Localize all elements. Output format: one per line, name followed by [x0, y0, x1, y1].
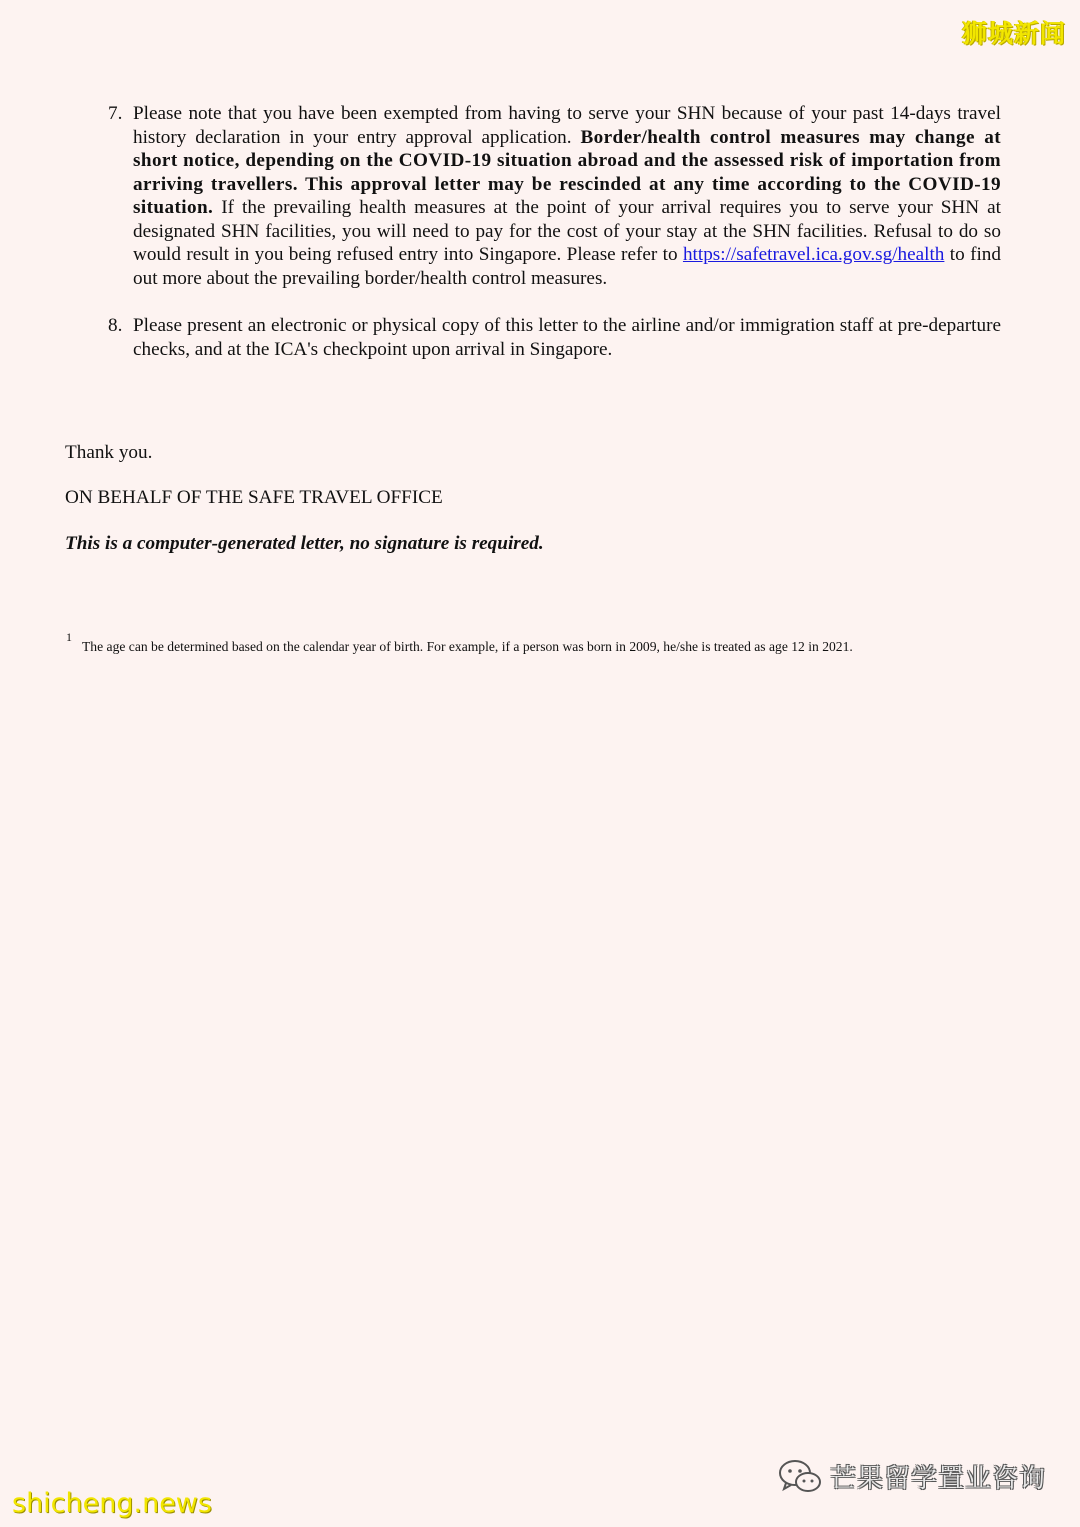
footnote-mark: 1: [66, 630, 72, 644]
item-number: 8.: [108, 315, 123, 336]
closing-behalf: ON BEHALF OF THE SAFE TRAVEL OFFICE: [65, 487, 443, 508]
wechat-watermark: [778, 1458, 1046, 1495]
footnote-text: The age can be determined based on the calendar year of birth. For example, if a person was born in 2009, he/she is treated as age 12 in 2021.: [82, 639, 853, 654]
item-number: 7.: [108, 103, 123, 124]
closing-thanks: Thank you.: [65, 442, 153, 463]
item-7-bold-text: Border/health control measures may change at short notice, depending on the COVID-19 situation abroad and the assessed risk of importation from arriving travellers. This approval letter may be rescinded at any time according to the COVID-19 situation.: [133, 126, 1001, 218]
wechat-icon: [778, 1459, 822, 1495]
computer-generated-note: This is a computer-generated letter, no signature is required.: [65, 533, 544, 554]
item-7-text-part2: If the prevailing health measures at the point of your arrival requires you to serve your SHN at designated SHN facilities, you will need to pay for the cost of your stay at the SHN facilities. Refusal to do so would result in you being refused entry into Singapore. Please refer to: [133, 197, 1001, 265]
wechat-account-name: 芒果留学置业咨询: [830, 1464, 1047, 1494]
list-item-8: [108, 314, 1001, 361]
item-text: [133, 102, 1001, 290]
item-7-text-part1: Please note that you have been exempted from having to serve your SHN because of your past 14-days travel history declaration in your entry approval application.: [133, 103, 1001, 148]
item-7-text-part3: to find out more about the prevailing border/health control measures.: [133, 244, 1001, 289]
watermark-top-right: 狮城新闻: [961, 19, 1066, 48]
watermark-bottom-left: shicheng.news: [12, 1488, 212, 1519]
list-item-7: [108, 102, 1001, 290]
safetravel-health-link[interactable]: https://safetravel.ica.gov.sg/health: [682, 244, 945, 265]
item-text: Please present an electronic or physical copy of this letter to the airline and/or immigration staff at pre-departure checks, and at the ICA's checkpoint upon arrival in Singapore.: [133, 315, 1001, 360]
